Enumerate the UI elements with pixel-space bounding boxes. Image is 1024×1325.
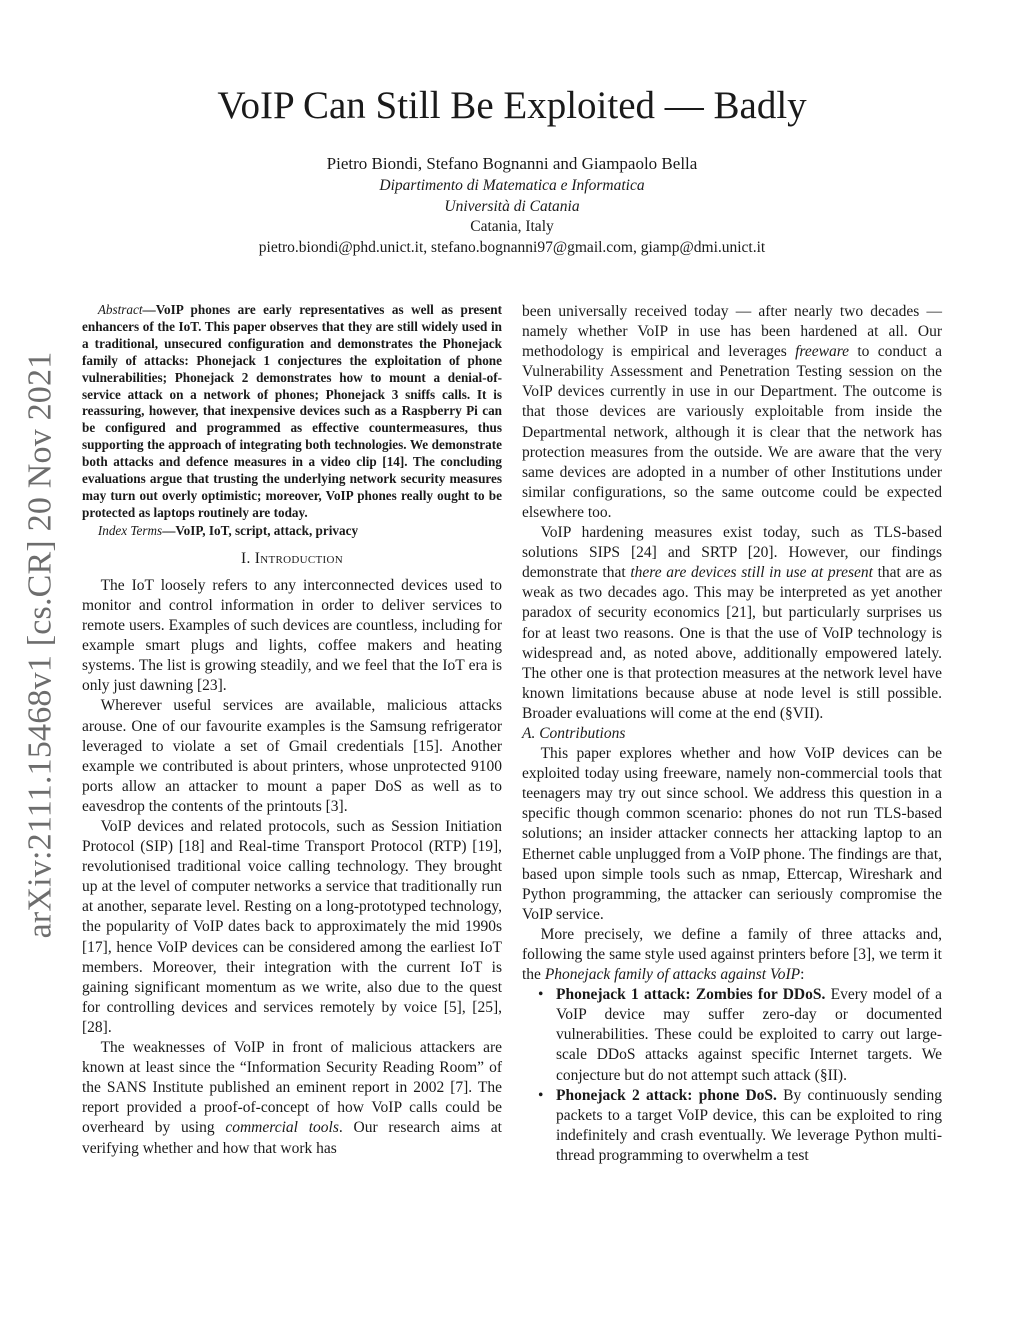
contrib-paragraph-2-a: More precisely, we define a family of three attacks and, following the same style used against printers before [3], we term it the [522, 925, 942, 984]
list-item-title: Phonejack 1 attack: Zombies for DDoS. [556, 986, 826, 1004]
section-title: Introduction [254, 549, 343, 567]
contrib-paragraph-2-c: : [800, 966, 805, 984]
intro-paragraph-5-emph: there are devices still in use at present [630, 564, 873, 582]
intro-paragraph-5 [522, 523, 942, 724]
bullet-icon: • [538, 1086, 544, 1104]
author-location: Catania, Italy [470, 218, 554, 235]
list-item [522, 985, 942, 1085]
author-department: Dipartimento di Matematica e Informatica [379, 177, 645, 194]
contrib-paragraph-2-emph: Phonejack family of attacks against VoIP [544, 966, 801, 984]
section-heading-introduction [82, 549, 502, 569]
intro-paragraph-1: The IoT loosely refers to any interconnected devices used to monitor and control information in order to deliver services to remote users. Examples of such devices are countless, including for example smart plugs and lights, coffee makers and heating systems. The list is growing steadily, and we feel that the IoT era is only just dawning [23]. [82, 576, 502, 695]
intro-paragraph-4-a: The weaknesses of VoIP in front of malicious attackers are known at least since the “Information Security Reading Room” of the SANS Institute published an eminent report in 2002 [7]. The report provided a proof-of-concept of how VoIP calls could be overheard by using [82, 1039, 502, 1137]
intro-paragraph-5-a: VoIP hardening measures exist today, such as TLS-based solutions SIPS [24] and SRTP [20]. However, our findings demonstrate that [522, 524, 942, 582]
intro-paragraph-2: Wherever useful services are available, malicious attacks arouse. One of our favourite examples is the Samsung refrigerator leveraged to violate a set of Gmail credentials [15]. Another example we contributed is about printers, whose unprotected 9100 ports allow an attacker to mount a paper DoS as well as to eavesdrop the contents of the printouts [3]. [82, 697, 502, 815]
intro-cont-emph: freeware [795, 343, 850, 361]
author-block [0, 153, 1024, 258]
arxiv-identifier [10, 345, 70, 945]
intro-paragraph-5-c: that are as weak as two decades ago. This may be interpreted as yet another paradox of security economics [21], but particularly surprises us for at least two reasons. One is that the use of VoIP technology is widespread and, as noted above, additionally empowered lately. The other one is that protection measures at the network level have known limitations because abuse at node level is still possible. Broader evaluations will come at the end (§VII). [522, 564, 942, 722]
list-item-text: By continuously sending packets to a target VoIP device, this can be exploited to ring indefinitely and crash eventually. We leverage Python multi-thread programming to overwhelm a test [556, 1086, 943, 1164]
author-names: Pietro Biondi, Stefano Bognanni and Giampaolo Bella [326, 154, 698, 173]
contrib-paragraph-1: This paper explores whether and how VoIP devices can be exploited today using freeware, namely non-commercial tools that teenagers may try out since school. We address this question in a specific though common scenario: phones do not run TLS-based solutions; an insider attacker connects her attacking laptop to an Ethernet cable unplugged from a VoIP phone. The findings are that, based upon simple tools such as nmap, Ettercap, Wireshark and Python programming, the attacker can seriously compromise the VoIP service. [522, 745, 942, 923]
abstract-label: Abstract [97, 302, 143, 317]
intro-paragraph-4-cont [522, 302, 942, 523]
index-terms-label: Index Terms [97, 522, 163, 538]
intro-cont-c: to conduct a Vulnerability Assessment and Penetration Testing session on the VoIP devices currently in use in our Department. The outcome is that those devices are variously exploitable from inside the Departmental network, although it is clear that the network has protection measures from the outside. We are aware that the very same devices are adopted in a number of other Institutions under similar configurations, so the same outcome could be expected elsewhere too. [522, 343, 942, 521]
list-item [522, 1086, 942, 1166]
contrib-paragraph-2 [522, 925, 942, 985]
list-item-title: Phonejack 2 attack: phone DoS. [556, 1086, 777, 1104]
intro-paragraph-4-c: . Our research aims at verifying whether and how that work has [82, 1119, 502, 1157]
abstract-text: —VoIP phones are early representatives as well as present enhancers of the IoT. This paper observes that they are still widely used in a traditional, unsecured configuration and demonstrates the Phonejack family of attacks: Phonejack 1 conjectures the exploitation of phone vulnerabilities; Phonejack 2 demonstrates how to mount a denial-of-service attack on a network of phones; Phonejack 3 sniffs calls. It is reassuring, however, that inexpensive devices such as a Raspberry Pi can be configured and programmed as effective countermeasures, thus supporting the approach of integrating both technologies. We demonstrate both attacks and defence measures in a video clip [14]. The concluding evaluations argue that trusting the underlying network security measures may turn out overly optimistic; moreover, VoIP phones really ought to be protected as laptops routinely are today. [82, 302, 502, 520]
intro-paragraph-3: VoIP devices and related protocols, such as Session Initiation Protocol (SIP) [18] and Real-time Transport Protocol (RTP) [19], revolutionised traditional voice calling technology. They brought up at the level of computer networks a service that traditionally run at another, separate level. Resting on a long-prototyped technology, the popularity of VoIP dates back to approximately the mid 1990s [17], hence VoIP devices can be considered among the earliest IoT members. Moreover, their integration with the current IoT is gaining significant momentum as we write, also due to the quest for controlling devices and services remotely by voice [5], [25], [28]. [82, 818, 502, 1036]
intro-paragraph-4-emph: commercial tools [225, 1119, 339, 1137]
arxiv-identifier-text: arXiv:2111.15468v1 [cs.CR] 20 Nov 2021 [21, 351, 58, 939]
author-university: Università di Catania [444, 197, 580, 215]
right-column [522, 302, 942, 1166]
list-item-text: Every model of a VoIP device may suffer zero-day or documented vulnerabilities. These could be exploited to carry out large-scale DDoS attacks against specific Internet targets. We conjecture but do not attempt such attack (§II). [556, 986, 943, 1084]
intro-paragraph-4 [82, 1038, 502, 1159]
index-terms-text: —VoIP, IoT, script, attack, privacy [162, 522, 359, 538]
intro-cont-a: been universally received today — after nearly two decades — namely whether VoIP in use has been hardened at all. Our methodology is empirical and leverages [522, 303, 942, 361]
attack-list [522, 985, 942, 1166]
bullet-icon: • [538, 986, 544, 1004]
paper-title: VoIP Can Still Be Exploited — Badly [217, 84, 807, 127]
section-number: I. [240, 549, 255, 567]
abstract [82, 302, 502, 522]
subsection-heading-contributions: A. Contributions [522, 724, 626, 742]
left-column [82, 302, 502, 1159]
author-emails: pietro.biondi@phd.unict.it, stefano.bognanni97@gmail.com, giamp@dmi.unict.it [258, 238, 766, 256]
index-terms [82, 522, 502, 539]
